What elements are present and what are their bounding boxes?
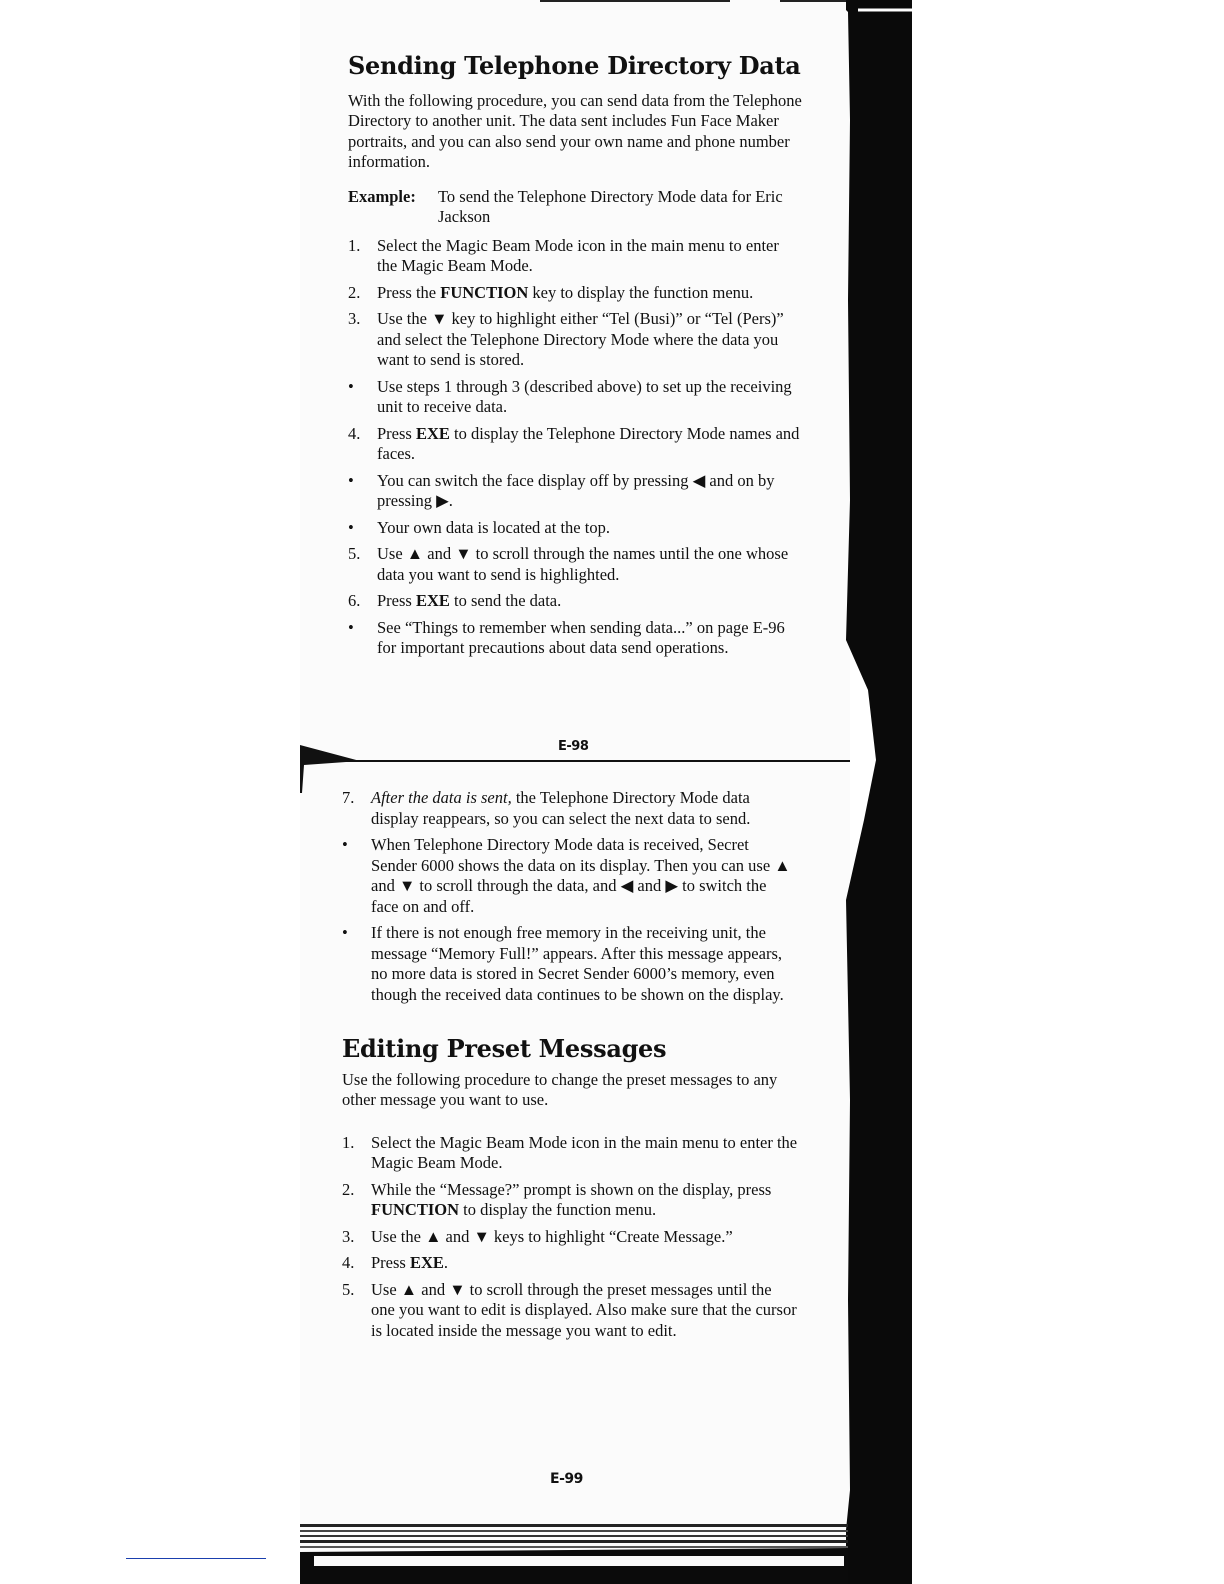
binding-spine [846, 0, 912, 1584]
page-divider [300, 760, 850, 762]
key-name: EXE [409, 1253, 444, 1272]
list-item: • If there is not enough free memory in the receiving unit, the message “Memory Full!” appears. After this message appears, no more data is stored in Secret Sender 6000’s memory, even though the received data continues to be shown on the display. [342, 923, 784, 1004]
list-item: 1. Select the Magic Beam Mode icon in the main menu to enter the Magic Beam Mode. [348, 235, 779, 275]
page-number: E-99 [550, 1471, 583, 1487]
key-name: FUNCTION [371, 1200, 460, 1219]
continued-list [342, 788, 798, 1005]
list-item: 4. Press EXE to display the Telephone Directory Mode names and faces. [348, 423, 800, 463]
step-list [342, 1133, 798, 1342]
link-underline [126, 1558, 266, 1559]
step-list [348, 236, 802, 659]
list-item: 3. Use the ▼ key to highlight either “Tel (Busi)” or “Tel (Pers)” and select the Telephone Directory Mode where the data you want to send is stored. [348, 309, 784, 369]
page-number: E-98 [558, 739, 589, 754]
list-item: 2. While the “Message?” prompt is shown on the display, press FUNCTION to display the function menu. [342, 1179, 772, 1219]
bottom-page-edge [300, 1518, 848, 1584]
key-name: FUNCTION [440, 282, 529, 302]
list-item: • Your own data is located at the top. [348, 517, 610, 537]
section-title: Sending Telephone Directory Data [348, 51, 801, 80]
list-item: 4. Press EXE. [342, 1253, 449, 1272]
key-name: EXE [415, 591, 450, 610]
example-text: To send the Telephone Directory Mode data for Eric Jackson [438, 186, 783, 226]
list-item: 1. Select the Magic Beam Mode icon in the main menu to enter the Magic Beam Mode. [342, 1132, 798, 1172]
list-item: 7. After the data is sent, the Telephone Directory Mode data display reappears, so you can select the next data to send. [342, 788, 751, 828]
list-item: 3. Use the ▲ and ▼ keys to highlight “Create Message.” [342, 1226, 733, 1246]
list-item: 6. Press EXE to send the data. [348, 591, 562, 610]
lower-page [342, 788, 798, 1347]
list-item: • See “Things to remember when sending data...” on page E-96 for important precautions about data send operations. [348, 617, 785, 657]
list-item: 2. Press the FUNCTION key to display the function menu. [348, 282, 754, 302]
list-item: • When Telephone Directory Mode data is received, Secret Sender 6000 shows the data on its display. Then you can use ▲ and ▼ to scroll through the data, and ◀ and ▶ to switch the face on and off. [342, 835, 791, 916]
list-item: 5. Use ▲ and ▼ to scroll through the preset messages until the one you want to edit is displayed. Also make sure that the cursor is located inside the message you want to edit. [342, 1279, 797, 1340]
example-label: Example: [348, 186, 416, 206]
list-item: 5. Use ▲ and ▼ to scroll through the names until the one whose data you want to send is highlighted. [348, 544, 789, 584]
top-rule-right [780, 0, 846, 2]
list-item: • Use steps 1 through 3 (described above) to set up the receiving unit to receive data. [348, 376, 792, 416]
list-item: • You can switch the face display off by pressing ◀ and on by pressing ▶. [348, 470, 775, 510]
intro-paragraph: With the following procedure, you can send data from the Telephone Directory to another unit. The data sent includes Fun Face Maker portraits, and you can also send your own name and phone number information. [348, 90, 802, 171]
key-name: EXE [415, 423, 450, 443]
intro-paragraph: Use the following procedure to change the preset messages to any other message you want to use. [342, 1069, 778, 1109]
section-title: Editing Preset Messages [342, 1034, 667, 1063]
page-corner-flag [300, 745, 360, 793]
upper-page [348, 51, 802, 665]
example-line [348, 187, 802, 228]
top-rule-left [540, 0, 730, 2]
